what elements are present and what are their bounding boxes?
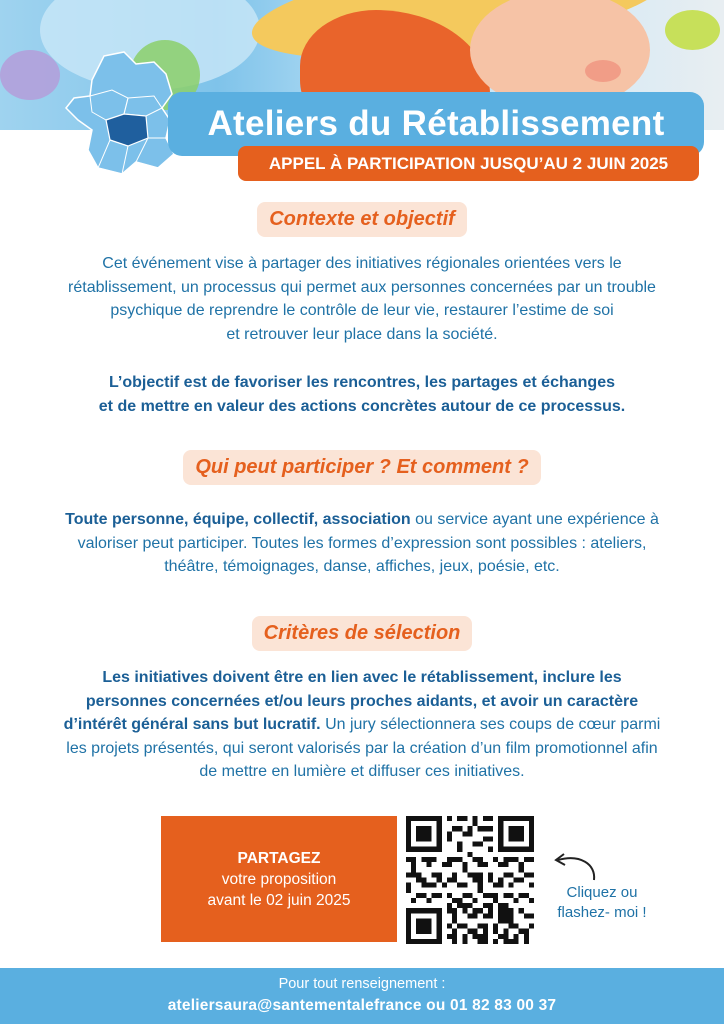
criteria-paragraph: Les initiatives doivent être en lien avec le rétablissement, inclure les personnes concernées et/ou leurs proches aidants, et avoir un caractère d’intérêt général sans but lucratif. Un jury sélectionnera ses coups de cœur parmi les projets présentés, qui seront valorisés par la création d’un film promotionnel afin de mettre en lumière et diffuser ces initiatives. <box>63 669 661 780</box>
france-map-icon <box>62 50 182 178</box>
context-paragraph: Cet événement vise à partager des initiatives régionales orientées vers le rétablissement, un processus qui permet aux personnes concernées par un trouble psychique de reprendre le contrôle de leur vie, restaurer l’estime de soi et retrouver leur place dans la société. <box>68 255 656 343</box>
section-title-context: Contexte et objectif <box>0 202 724 237</box>
participation-paragraph: Toute personne, équipe, collectif, association ou service ayant une expérience à valoriser peut participer. Toutes les formes d’expression sont possibles : ateliers, théâtre, témoignages, danse, affiches, jeux, poésie, etc. <box>65 511 659 575</box>
qr-label: Cliquez ou flashez- moi ! <box>557 884 647 921</box>
cta-line-1: votre proposition <box>221 870 337 888</box>
footer-info-label: Pour tout renseignement : <box>278 976 446 992</box>
section-title-participation: Qui peut participer ? Et comment ? <box>0 450 724 485</box>
share-proposal-button[interactable] <box>161 816 397 942</box>
deadline-banner: APPEL À PARTICIPATION JUSQU’AU 2 JUIN 2025 <box>238 146 699 181</box>
section-title-criteria: Critères de sélection <box>0 616 724 651</box>
objective-paragraph: L’objectif est de favoriser les rencontres, les partages et échanges et de mettre en valeur des actions concrètes autour de ce processus. <box>98 374 626 415</box>
footer-contact[interactable]: ateliersaura@santementalefrance ou 01 82 83 00 37 <box>167 997 557 1014</box>
curved-arrow-icon <box>550 850 600 884</box>
page-title: Ateliers du Rétablissement <box>207 104 665 143</box>
contact-footer <box>0 968 724 1024</box>
cta-heading: PARTAGEZ <box>237 849 321 867</box>
qr-code-icon[interactable] <box>406 816 534 944</box>
cta-line-2: avant le 02 juin 2025 <box>207 891 351 909</box>
